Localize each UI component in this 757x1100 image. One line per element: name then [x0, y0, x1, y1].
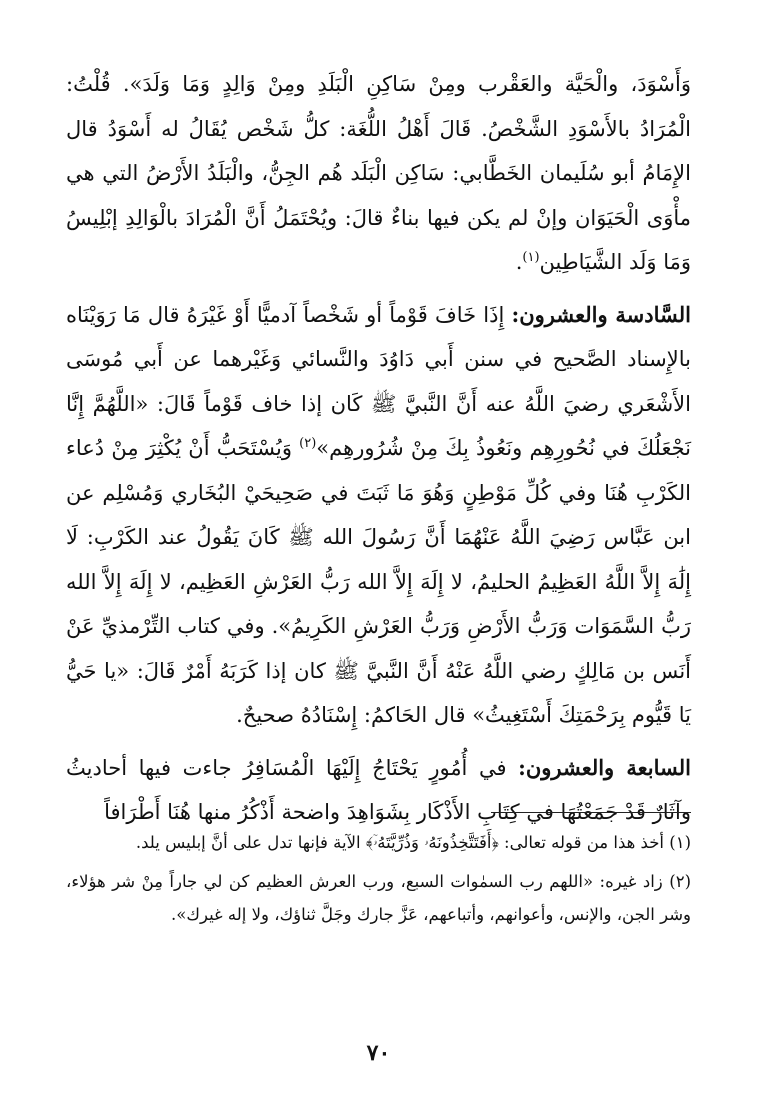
paragraph-2-tail: وَيُسْتَحَبُّ أَنْ يُكْثِرَ مِنْ دُعاء الكَرْبِ هُنَا وفي كُلِّ مَوْطِنٍ وَهُوَ مَا ثَبَتَ في صَحِيحَيْ البُخَاري وَمُسْلِم عن ابن عَبَّاس رَضِيَ اللَّهُ عَنْهُمَا أَنَّ رَسُولَ الله ﷺ كَانَ يَقُولُ عند الكَرْبِ: لَا إِلَٰهَ إِلاَّ اللَّهُ العَظِيمُ الحليمُ، لا إِلَهَ إِلاَّ الله رَبُّ العَرْشِ العَظِيم، لا إِلَهَ إِلاَّ الله رَبُّ السَّمَوَات وَرَبُّ الأَرْضِ وَرَبُّ العَرْشِ الكَرِيمُ». وفي كتاب التِّرْمذيِّ عَنْ أَنَس بن مَالِكٍ رضي اللَّهُ عَنْهُ أَنَّ النَّبيَّ ﷺ كان إذا كَرَبَهُ أَمْرٌ قَالَ: «يا حَيُّ يَا قَيُّوم بِرَحْمَتِكَ أَسْتَغِيثُ» قال الحَاكمُ: إِسْنَادُهُ صحيحٌ.	[66, 436, 691, 727]
footnote-ref-1[interactable]: (١)	[522, 250, 540, 265]
paragraph-2-text: إِذَا خَافَ قَوْماً أو شَخْصاً آدميًّا أَوْ غَيْرَهُ قال مَا رَوَيْنَاه بالإِسناد الصَّحيح في سنن أَبي دَاوُدَ والنَّسائي وَغَيْرهما عن أَبي مُوسَى الأَشْعَري رضيَ اللَّهُ عنه أَنَّ النَّبيَّ ﷺ كَان إذا خاف قَوْماً قَالَ: «اللَّهُمَّ إِنَّا نَجْعَلُكَ في نُحُورِهِم ونَعُوذُ بِكَ مِنْ شُرُورهِم»	[66, 302, 691, 460]
page-number: ٧٠	[366, 1040, 391, 1066]
main-text	[66, 62, 691, 835]
footnote-2: (٢) زاد غيره: «اللهم رب السمٰوات السبع، ورب العرش العظيم كن لي جاراً مِنْ شر هؤلاء، وشر الجن، والإنس، وأعوانهم، وأتباعهم، عَزَّ جارك وجَلَّ ثناؤك، ولا إله غيرك».	[66, 872, 691, 924]
footnote-1: (١) أخذ هذا من قوله تعالى: ﴿أَفَتَتَّخِذُونَهُۥ وَذُرِّيَّتَهُۥٓ﴾ الآية فإنها تدل على أنَّ إبليس يلد.	[135, 833, 691, 852]
section-27-heading: السابعة والعشرون:	[518, 754, 691, 780]
paragraph-1-text: وَأَسْوَدَ، والْحَيَّة والعَقْرب ومِنْ سَاكِنِ الْبَلَدِ ومِنْ وَالِدٍ وَمَا وَلَدَ». قُلْتُ: الْمُرَادُ بالأَسْوَدِ الشَّخْصُ. قَالَ أَهْلُ اللُّغَة: كلُّ شَخْص يُقَالُ له أَسْوَدُ قال الإِمَامُ أبو سُلَيمان الخَطَّابي: سَاكِن الْبَلَد هُم الجِنُّ، والْبَلَدُ الأَرْضُ التي هي مأْوَى الْحَيَوَان وإنْ لم يكن فيها بناءٌ قالَ: ويُحْتَمَلُ أَنَّ الْمُرَادَ بالْوَالِدِ إبْلِيسُ وَمَا وَلَد الشَّيَاطِين	[66, 72, 691, 274]
paragraph-3	[66, 746, 691, 835]
footnotes	[66, 826, 691, 937]
paragraph-3-text: في أُمُورٍ يَحْتَاجُ إِلَيْهَا الْمُسَافِرُ جاءت فيها أحاديثُ وآثَارٌ قَدْ جَمَعْتُهَا في كِتَابِ الأَذْكَار بِشَوَاهِدَ واضحة أَذْكُرُ منها هُنَا أَطْرَافاً	[66, 755, 691, 824]
footnote-ref-2[interactable]: (٢)	[299, 436, 317, 451]
paragraph-1	[66, 62, 691, 285]
section-26-heading: السَّادسة والعشرون:	[511, 301, 691, 327]
footnote-divider	[491, 812, 691, 813]
paragraph-2	[66, 293, 691, 738]
paragraph-1-tail: .	[515, 250, 523, 274]
